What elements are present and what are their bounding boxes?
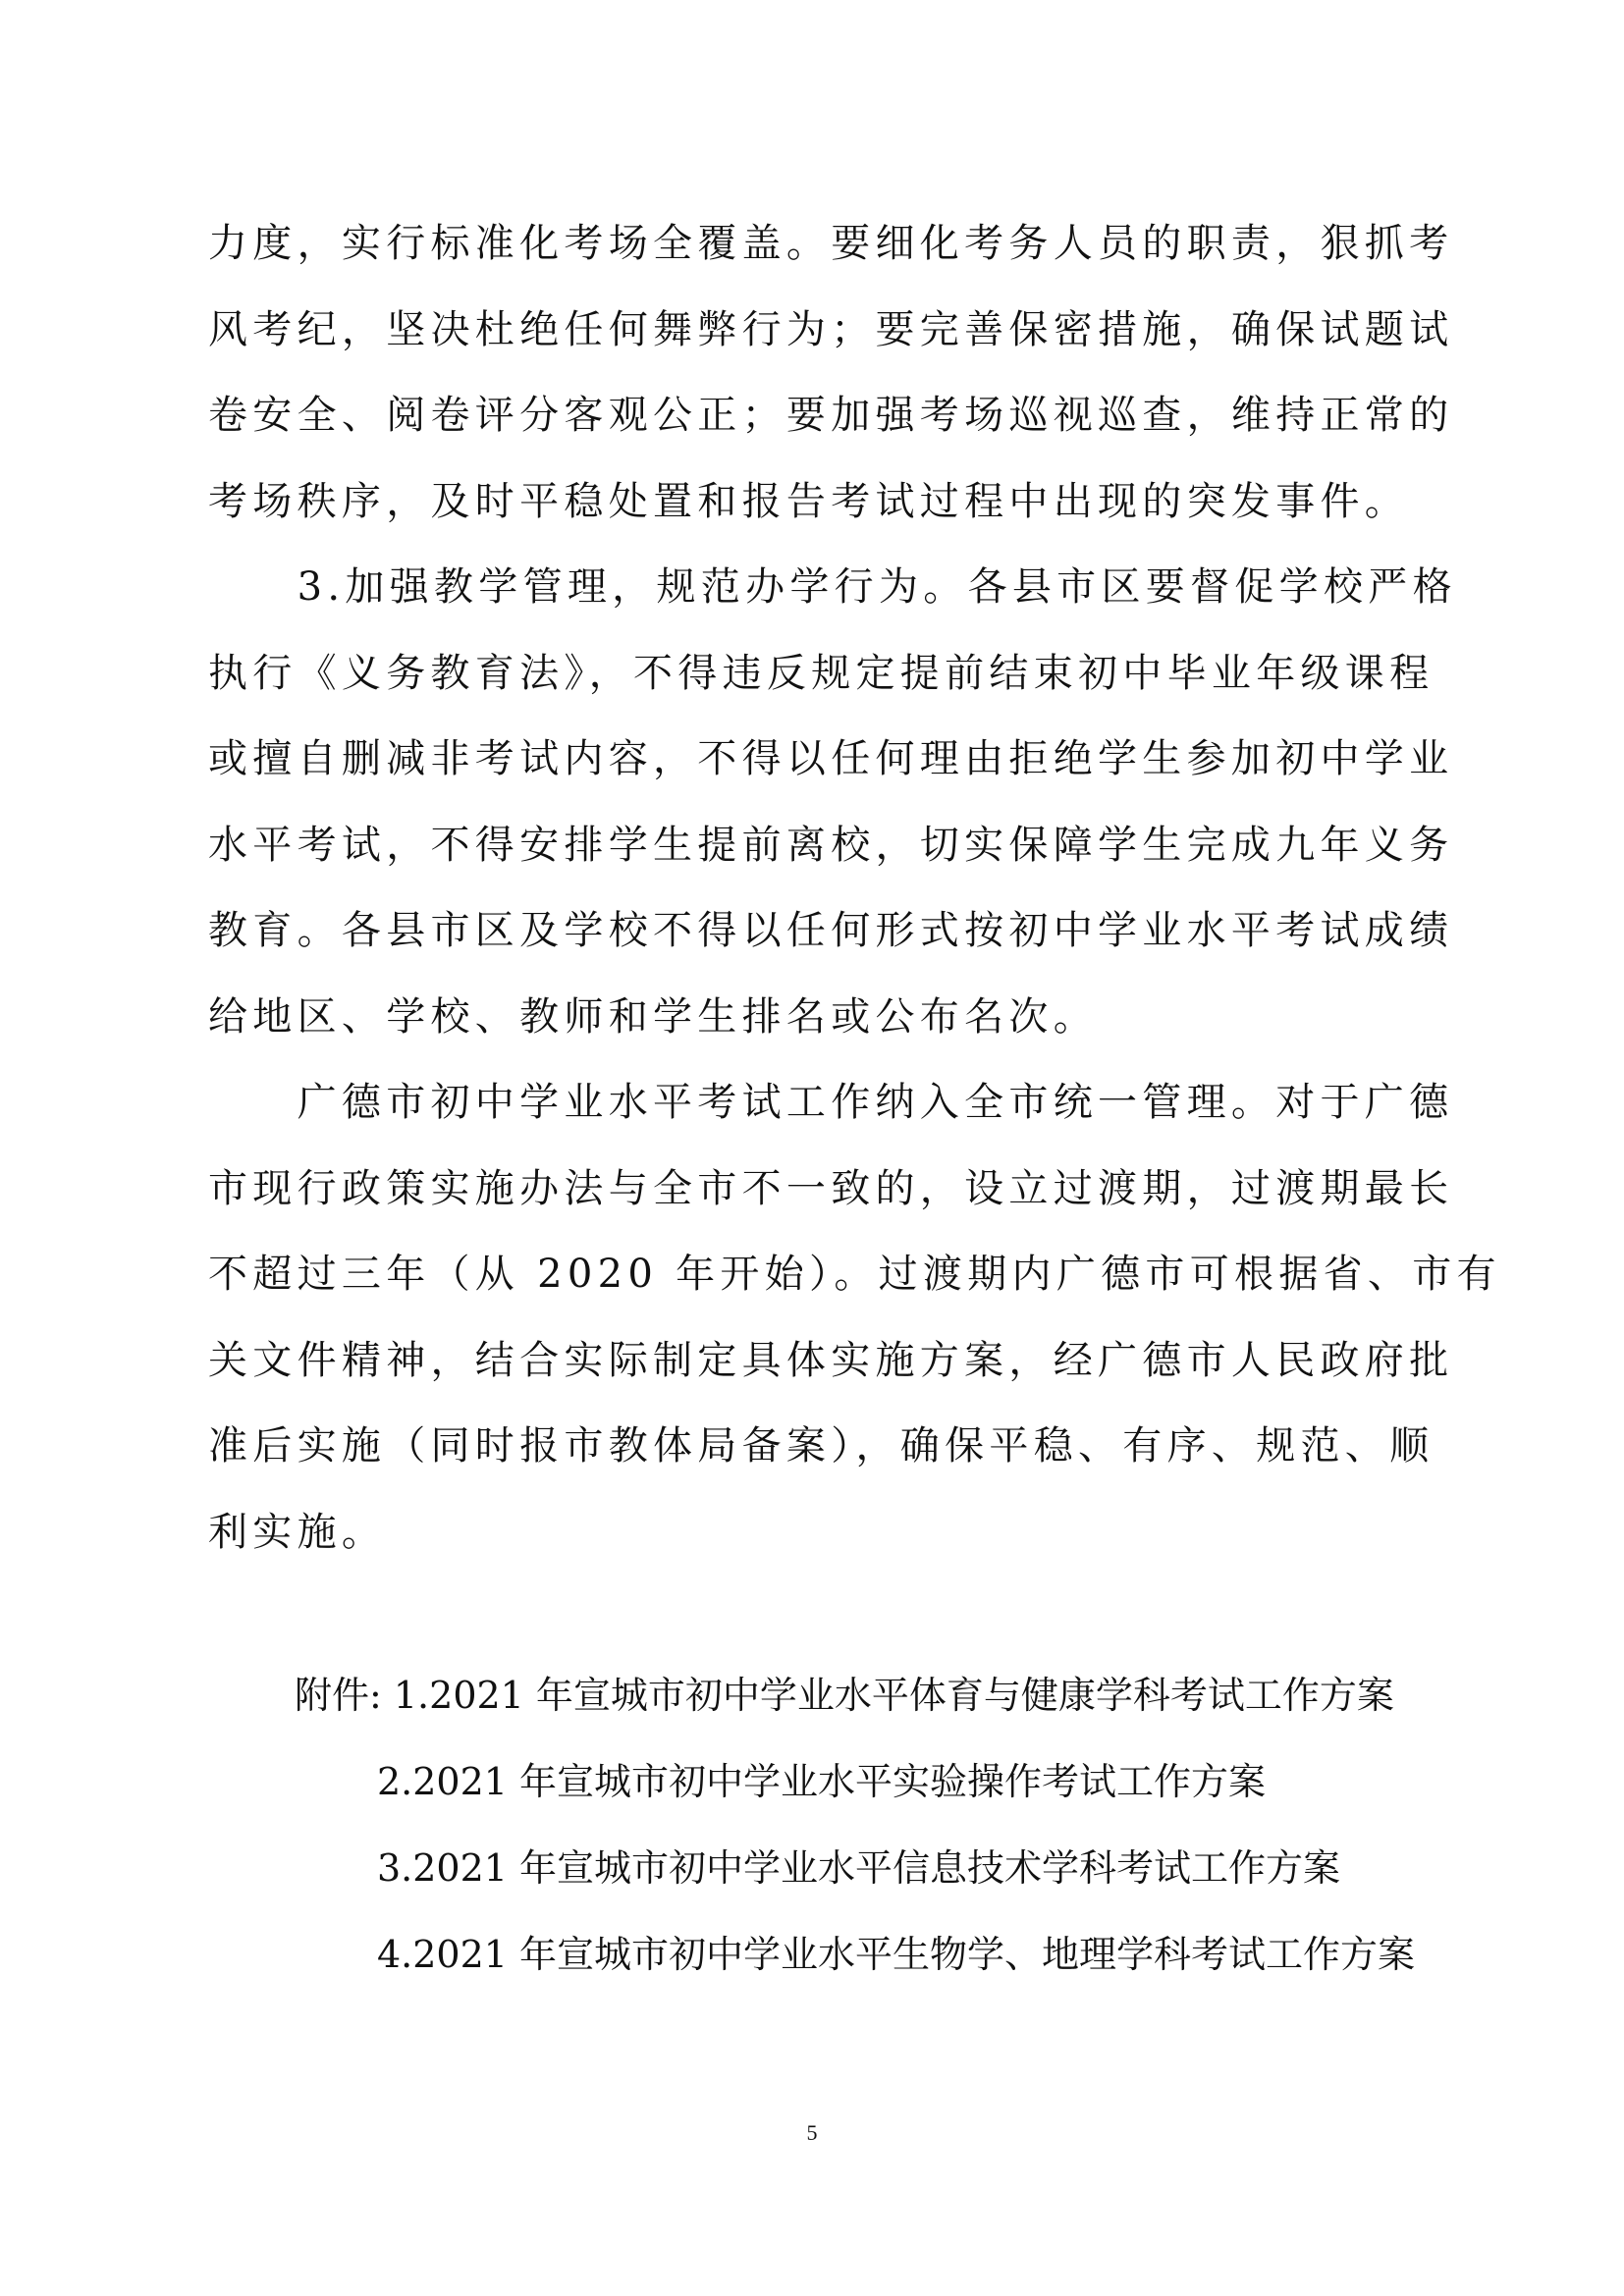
text-line: 执行《义务教育法》，不得违反规定提前结束初中毕业年级课程	[208, 650, 1435, 696]
body-text	[208, 201, 1501, 1575]
attachment-item: 附件: 1.2021 年宣城市初中学业水平体育与健康学科考试工作方案	[295, 1674, 1394, 1717]
attachments-list	[295, 1652, 1473, 1998]
text-line: 不超过三年（从 2020 年开始）。过渡期内广德市可根据省、市有	[208, 1252, 1501, 1297]
attachment-item: 4.2021 年宣城市初中学业水平生物学、地理学科考试工作方案	[377, 1933, 1416, 1976]
text-line: 3.加强教学管理，规范办学行为。各县市区要督促学校严格	[208, 564, 1457, 610]
text-line: 风考纪，坚决杜绝任何舞弊行为；要完善保密措施，确保试题试	[208, 306, 1454, 352]
text-line: 或擅自删减非考试内容，不得以任何理由拒绝学生参加初中学业	[208, 736, 1454, 781]
text-line: 关文件精神，结合实际制定具体实施方案，经广德市人民政府批	[208, 1337, 1454, 1383]
text-line: 广德市初中学业水平考试工作纳入全市统一管理。对于广德	[208, 1080, 1454, 1125]
attachment-item: 2.2021 年宣城市初中学业水平实验操作考试工作方案	[377, 1760, 1267, 1803]
text-line: 考场秩序，及时平稳处置和报告考试过程中出现的突发事件。	[208, 478, 1410, 524]
text-line: 卷安全、阅卷评分客观公正；要加强考场巡视巡查，维持正常的	[208, 393, 1454, 438]
attachment-item: 3.2021 年宣城市初中学业水平信息技术学科考试工作方案	[377, 1846, 1341, 1890]
text-line: 准后实施（同时报市教体局备案），确保平稳、有序、规范、顺	[208, 1423, 1435, 1468]
text-line: 水平考试，不得安排学生提前离校，切实保障学生完成九年义务	[208, 822, 1454, 868]
text-line: 市现行政策实施办法与全市不一致的，设立过渡期，过渡期最长	[208, 1165, 1454, 1211]
text-line: 给地区、学校、教师和学生排名或公布名次。	[208, 993, 1098, 1040]
text-line: 力度，实行标准化考场全覆盖。要细化考务人员的职责，狠抓考	[208, 221, 1454, 266]
text-line: 教育。各县市区及学校不得以任何形式按初中学业水平考试成绩	[208, 908, 1454, 953]
page-number: 5	[806, 2120, 818, 2145]
text-line: 利实施。	[208, 1509, 387, 1555]
